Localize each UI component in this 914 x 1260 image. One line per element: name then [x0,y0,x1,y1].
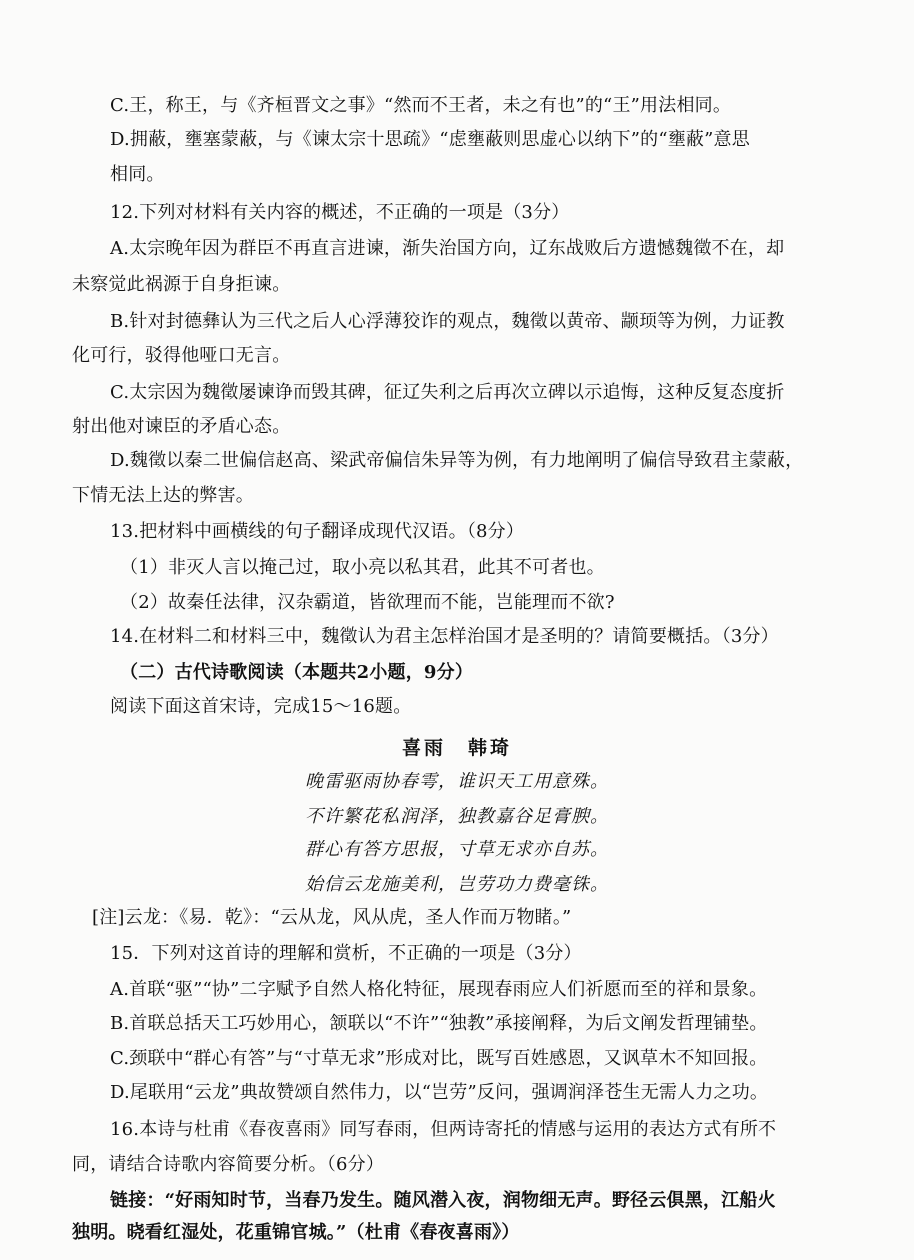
q12-option-d-line1: D.魏徵以秦二世偏信赵高、梁武帝偏信朱异等为例，有力地阐明了偏信导致君主蒙蔽， [110,450,804,471]
q13-item-2: （2）故秦任法律，汉杂霸道，皆欲理而不能，岂能理而不欲? [120,592,615,613]
poem-line: 群心有答方思报，寸草无求亦自苏。 [305,839,609,860]
q12-option-a-line1: A.太宗晚年因为群臣不再直言进谏，渐失治国方向，辽东战败后方遗憾魏徵不在，却 [110,238,785,259]
q15-option-c: C.颈联中“群心有答”与“寸草无求”形成对比，既写百姓感恩，又讽草木不知回报。 [110,1048,768,1069]
poem-note: [注]云龙：《易．乾》：“云从龙，风从虎，圣人作而万物睹。” [92,907,572,928]
poem-heading [0,733,914,760]
link-text-line1: 链接：“好雨知时节，当春乃发生。随风潜入夜，润物细无声。野径云俱黑，江船火 [110,1190,776,1211]
q15-option-b: B.首联总括天工巧妙用心，颔联以“不许”“独教”承接阐释，为后文阐发哲理铺垫。 [110,1013,768,1034]
q12-option-d-line2: 下情无法上达的弊害。 [72,485,254,506]
poem-line: 晚雷驱雨协春雩，谁识天工用意殊。 [305,771,609,792]
section-intro: 阅读下面这首宋诗，完成15～16题。 [110,696,412,717]
q12-option-c-line2: 射出他对谏臣的矛盾心态。 [72,416,291,437]
question-13: 13.把材料中画横线的句子翻译成现代汉语。（8分） [110,521,525,542]
q12-option-c-line1: C.太宗因为魏徵屡谏诤而毁其碑，征辽失利之后再次立碑以示追悔，这种反复态度折 [110,382,785,403]
question-15: 15．下列对这首诗的理解和赏析，不正确的一项是（3分） [110,943,582,964]
q11-option-d-line1: D.拥蔽，壅塞蒙蔽，与《谏太宗十思疏》“虑壅蔽则思虚心以纳下”的“壅蔽”意思 [110,129,750,150]
question-16-line1: 16.本诗与杜甫《春夜喜雨》同写春雨，但两诗寄托的情感与运用的表达方式有所不 [110,1119,777,1140]
q12-option-a-line2: 未察觉此祸源于自身拒谏。 [72,274,291,295]
question-12: 12.下列对材料有关内容的概述，不正确的一项是（3分） [110,202,570,223]
q15-option-a: A.首联“驱”“协”二字赋予自然人格化特征，展现春雨应人们祈愿而至的祥和景象。 [110,979,768,1000]
question-14: 14.在材料二和材料三中，魏徵认为君主怎样治国才是圣明的？请简要概括。（3分） [110,626,779,647]
q11-option-d-line2: 相同。 [110,164,165,185]
poem-line: 始信云龙施美利，岂劳功力费毫铢。 [305,874,609,895]
q13-item-1: （1）非灭人言以掩己过，取小亮以私其君，此其不可者也。 [120,557,605,578]
poem-title: 喜雨 [401,737,446,759]
q15-option-d: D.尾联用“云龙”典故赞颂自然伟力，以“岂劳”反问，强调润泽苍生无需人力之功。 [110,1082,769,1103]
question-16-line2: 同，请结合诗歌内容简要分析。（6分） [72,1154,385,1175]
link-text-line2: 独明。晓看红湿处，花重锦官城。”（杜甫《春夜喜雨》） [72,1222,520,1243]
poem-author: 韩琦 [468,737,513,759]
section-heading: （二）古代诗歌阅读（本题共2小题，9分） [120,662,474,683]
poem-line: 不许繁花私润泽，独教嘉谷足膏腴。 [305,806,609,827]
q12-option-b-line1: B.针对封德彝认为三代之后人心浮薄狡诈的观点，魏徵以黄帝、颛顼等为例，力证教 [110,311,785,332]
q12-option-b-line2: 化可行，驳得他哑口无言。 [72,345,291,366]
q11-option-c: C.王，称王，与《齐桓晋文之事》“然而不王者，未之有也”的“王”用法相同。 [110,95,732,116]
